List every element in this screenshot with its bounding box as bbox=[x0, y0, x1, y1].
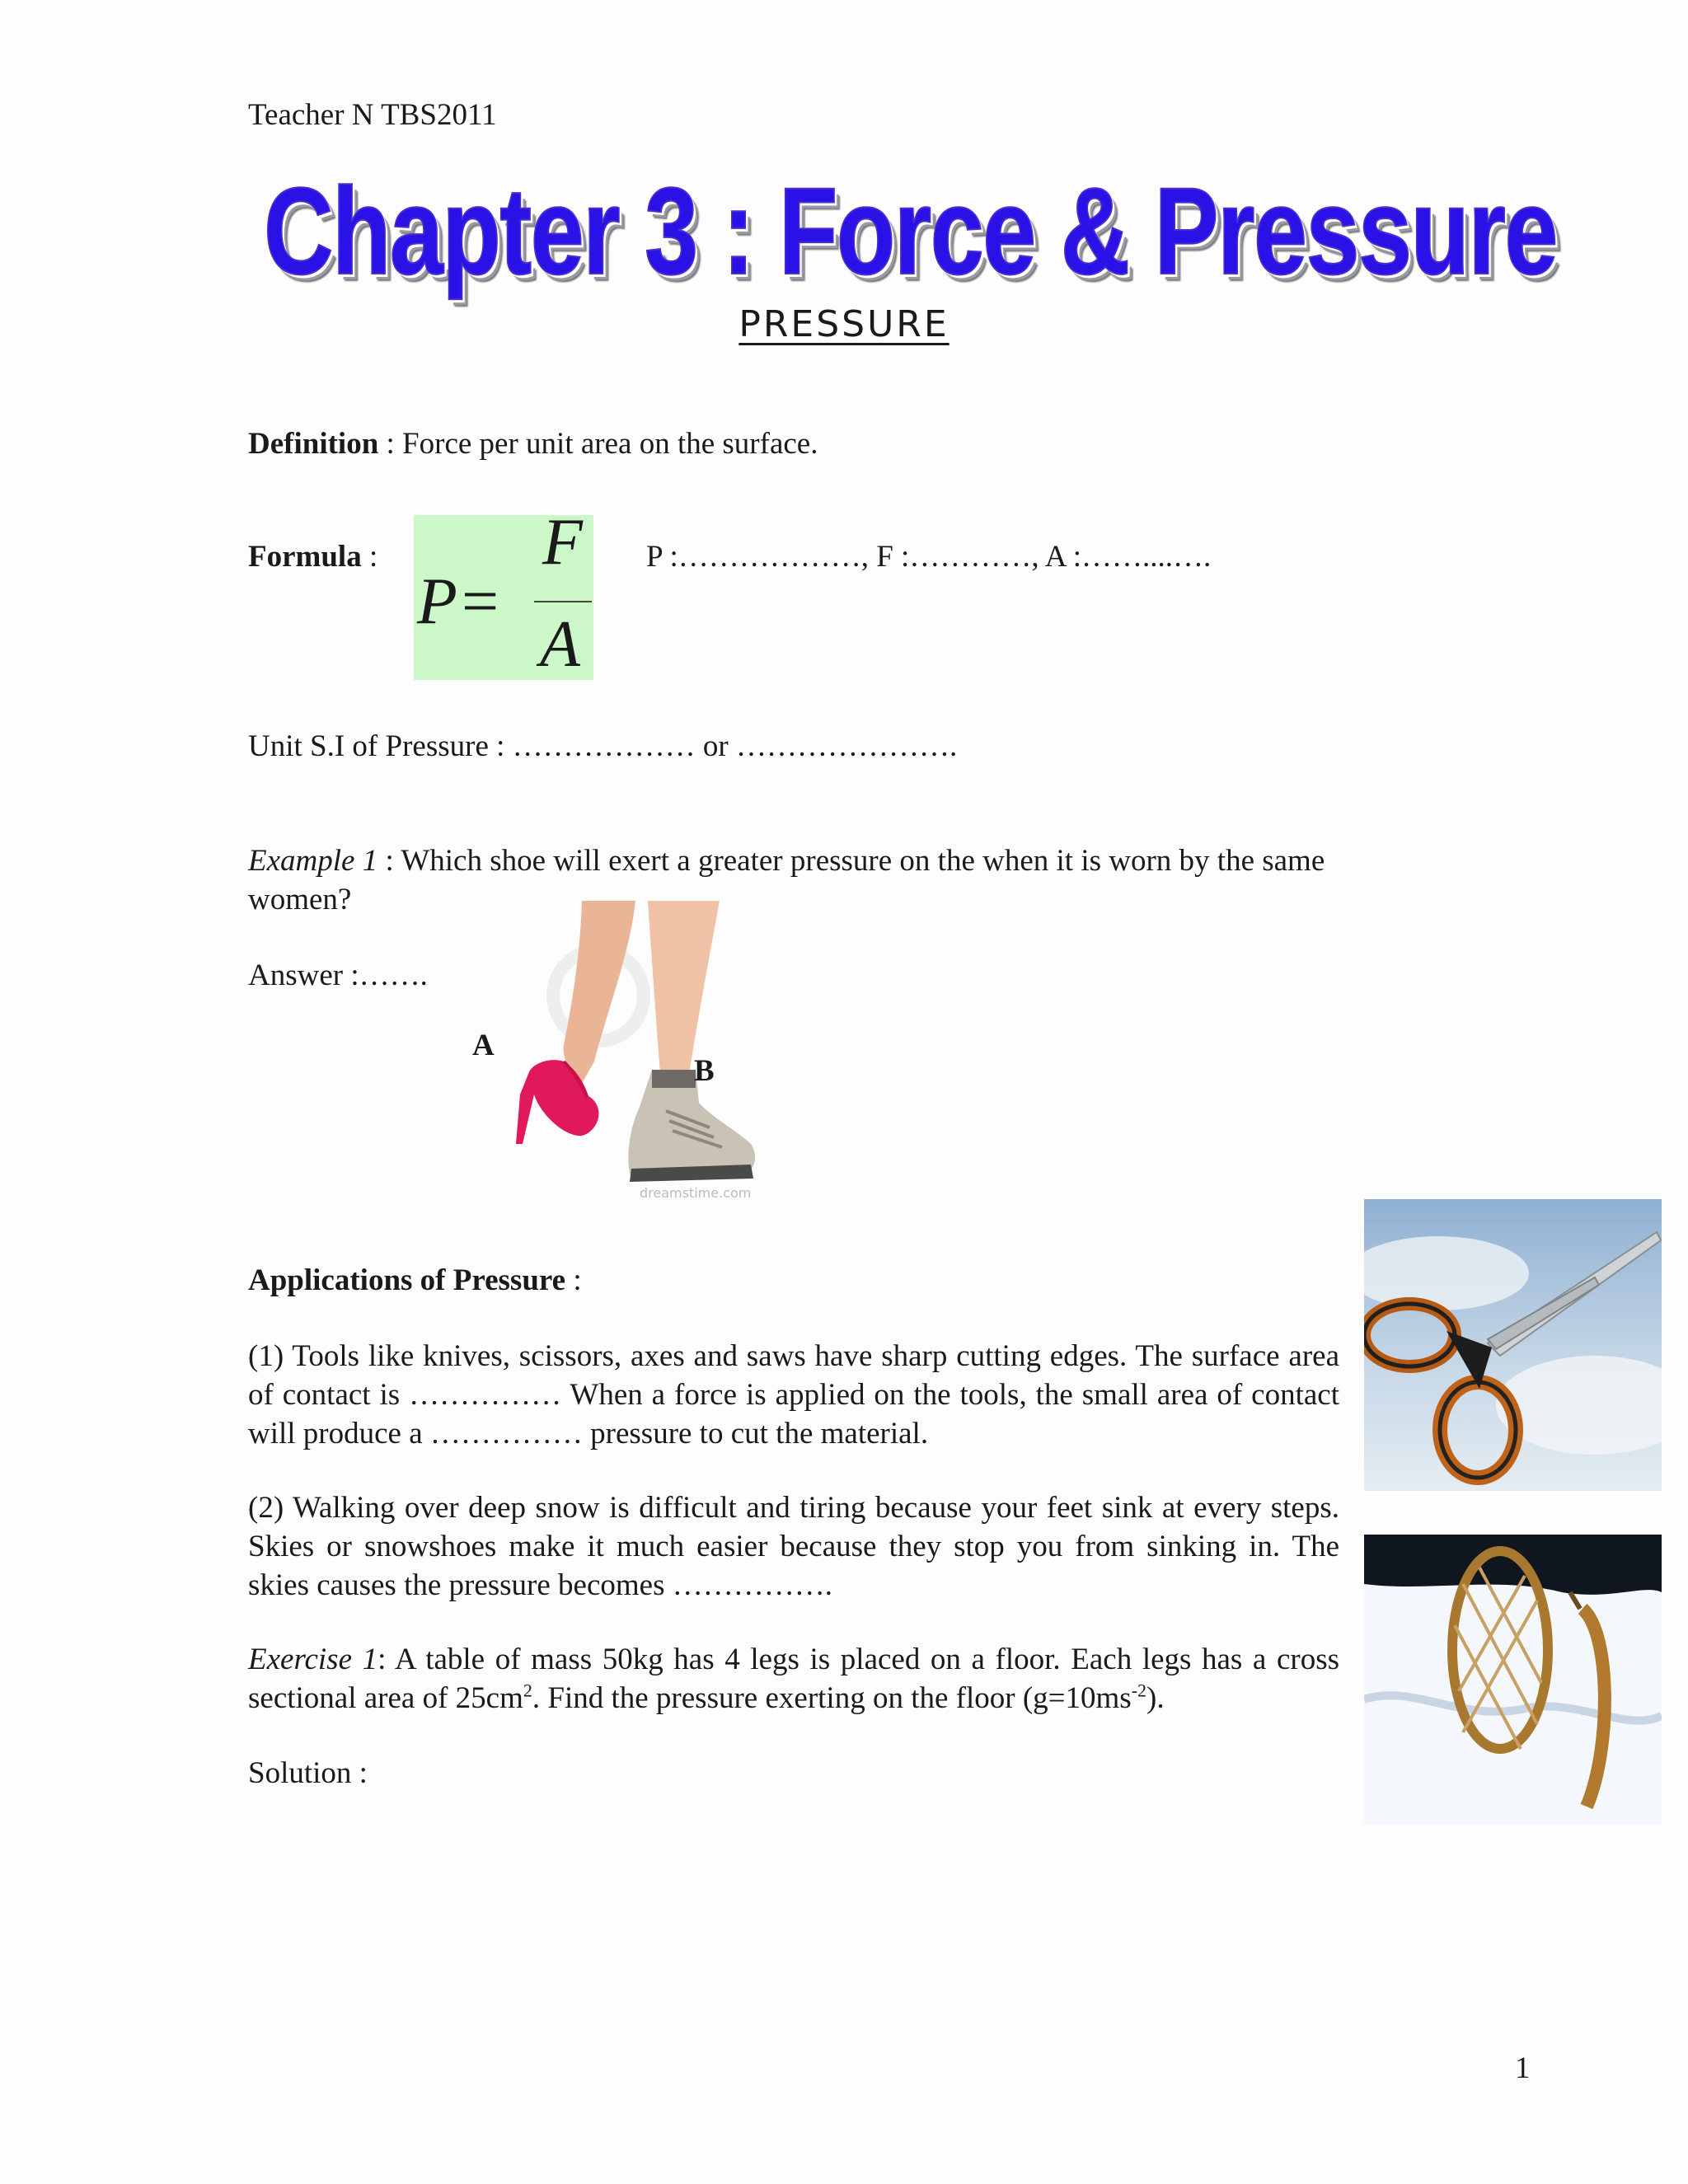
scissors-photo bbox=[1364, 1199, 1662, 1491]
shoe-label-b: B bbox=[694, 1054, 715, 1088]
applications-heading-suffix: : bbox=[565, 1263, 582, 1297]
unit-line: Unit S.I of Pressure : ……………… or …………………. bbox=[248, 729, 958, 763]
formula-box bbox=[414, 506, 593, 681]
formula-label-row bbox=[248, 537, 377, 576]
fraction-bar bbox=[534, 601, 592, 602]
exercise-1-sup-b: -2 bbox=[1131, 1680, 1147, 1701]
definition-label: Definition bbox=[248, 427, 379, 461]
exercise-1-label: Exercise 1 bbox=[248, 1643, 378, 1676]
applications-heading bbox=[248, 1261, 582, 1300]
shoes-illustration bbox=[483, 897, 796, 1206]
application-2: (2) Walking over deep snow is difficult and tiring because your feet sink at every steps. Skies or snowshoes make it much easier because they stop you from sinking in. The skies causes the pressure becomes ……………. bbox=[248, 1491, 1339, 1602]
applications-heading-text: Applications of Pressure bbox=[248, 1263, 566, 1297]
shoes-image bbox=[483, 897, 796, 1206]
shoe-watermark: dreamstime.com bbox=[640, 1185, 752, 1201]
application-1: (1) Tools like knives, scissors, axes and saws have sharp cutting edges. The surface area of contact is …………… When a force is applied on the tools, the small area of contact will produce a …………… pressure to cut the material. bbox=[248, 1339, 1339, 1451]
header-text: Teacher N TBS2011 bbox=[248, 98, 497, 132]
formula-colon: : bbox=[361, 540, 378, 574]
definition-text: : Force per unit area on the surface. bbox=[378, 427, 818, 461]
example-1-label: Example 1 bbox=[248, 844, 378, 878]
formula-label: Formula bbox=[248, 540, 362, 574]
formula-lhs: P bbox=[417, 565, 457, 638]
formula-numerator: F bbox=[542, 506, 583, 579]
section-title bbox=[0, 303, 1688, 345]
shoe-label-a: A bbox=[472, 1029, 495, 1062]
exercise-1 bbox=[248, 1640, 1339, 1718]
page-number: 1 bbox=[1515, 2051, 1531, 2085]
example-1-text: : Which shoe will exert a greater pressure on the when it is worn by the same women? bbox=[248, 844, 1325, 916]
formula-denominator: A bbox=[540, 608, 580, 681]
snowshoes-image bbox=[1364, 1535, 1662, 1825]
scissors-image bbox=[1364, 1199, 1662, 1491]
exercise-1-sup-a: 2 bbox=[523, 1680, 532, 1701]
answer-line: Answer :……. bbox=[248, 958, 428, 992]
snowshoes-photo bbox=[1364, 1535, 1662, 1825]
section-title-text: PRESSURE bbox=[738, 303, 950, 345]
chapter-title: Chapter 3 : Force & Pressure bbox=[264, 162, 1557, 300]
exercise-1-text-c: ). bbox=[1146, 1681, 1165, 1715]
formula-equals: = bbox=[462, 565, 499, 638]
definition bbox=[248, 424, 818, 463]
formula-variables: P :………………, F :…………, A :……....…. bbox=[646, 540, 1212, 574]
exercise-1-text-b: . Find the pressure exerting on the floor (g=10ms bbox=[532, 1681, 1132, 1715]
exercise-1-text-a: : A table of mass 50kg has 4 legs is placed on a floor. Each legs has a cross sectional area of 25cm bbox=[248, 1643, 1339, 1715]
solution-label: Solution : bbox=[248, 1756, 368, 1790]
example-1 bbox=[248, 841, 1418, 919]
